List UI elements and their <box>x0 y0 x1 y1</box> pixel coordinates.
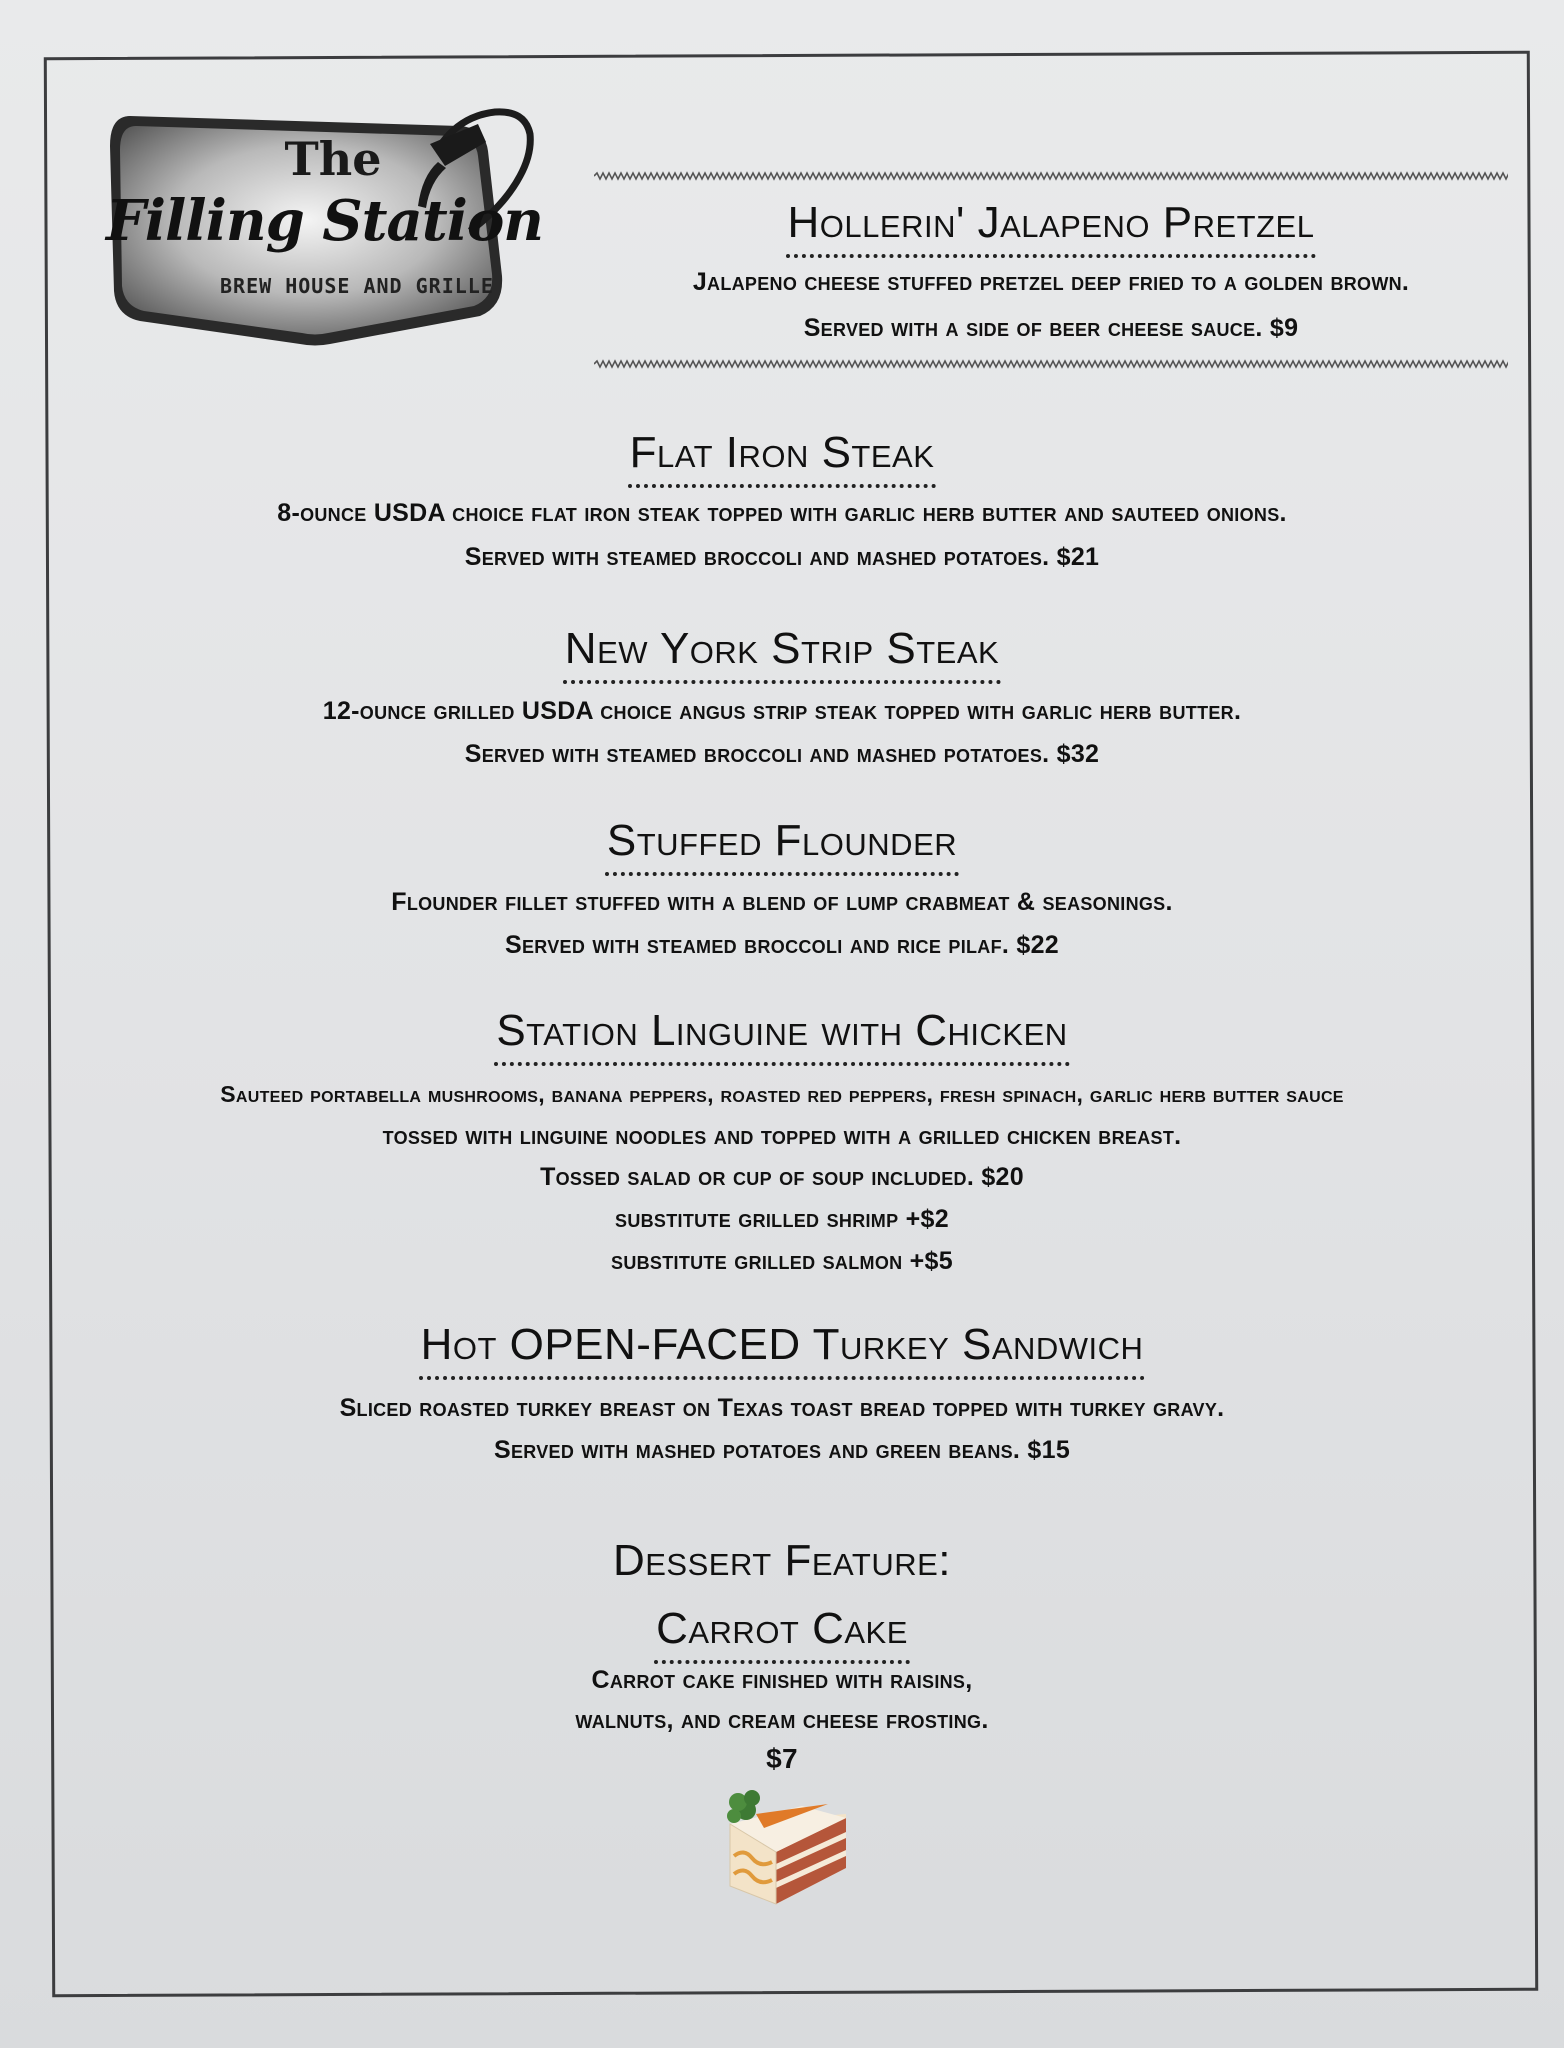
logo-tagline: BREW HOUSE AND GRILLE <box>220 274 494 298</box>
item-title-turkey-sandwich: Hot OPEN-FACED Turkey Sandwich <box>0 1320 1564 1380</box>
item-desc-line: Served with steamed broccoli and rice pilaf. $22 <box>504 931 1060 959</box>
zigzag-divider-top <box>594 168 1508 184</box>
item-desc-line: Sliced roasted turkey breast on Texas toast bread topped with turkey gravy. <box>339 1394 1225 1422</box>
item-desc-line: 8-ounce USDA choice flat iron steak topped with garlic herb butter and sauteed onions. <box>277 499 1287 527</box>
item-desc-line: Served with steamed broccoli and mashed potatoes. $32 <box>464 740 1100 768</box>
item-desc-line: substitute grilled shrimp +$2 <box>615 1205 949 1233</box>
item-desc-line: Served with steamed broccoli and mashed potatoes. $21 <box>464 543 1100 571</box>
carrot-cake-icon <box>716 1778 856 1914</box>
restaurant-logo <box>100 106 550 356</box>
zigzag-divider-bottom <box>594 356 1508 372</box>
item-desc-line: Flounder fillet stuffed with a blend of lump crabmeat & seasonings. <box>391 888 1173 916</box>
item-title-flat-iron-steak: Flat Iron Steak <box>0 428 1564 488</box>
item-title-stuffed-flounder: Stuffed Flounder <box>0 816 1564 876</box>
dessert-price: $7 <box>766 1743 798 1774</box>
dessert-desc-line: Carrot cake finished with raisins, <box>591 1666 973 1694</box>
logo-name: Filling Station <box>106 188 544 254</box>
dessert-title: Carrot Cake <box>0 1604 1564 1664</box>
item-desc-line: tossed with linguine noodles and topped with a grilled chicken breast. <box>382 1122 1182 1150</box>
item-title-ny-strip-steak: New York Strip Steak <box>0 624 1564 684</box>
item-desc-line: Jalapeno cheese stuffed pretzel deep fried to a golden brown. <box>692 268 1410 296</box>
logo-the: The <box>284 132 382 186</box>
item-title-station-linguine: Station Linguine with Chicken <box>0 1006 1564 1066</box>
item-title-pretzel: Hollerin' Jalapeno Pretzel <box>594 198 1508 258</box>
item-desc-line: Tossed salad or cup of soup included. $20 <box>540 1163 1024 1191</box>
dessert-desc-line: walnuts, and cream cheese frosting. <box>575 1706 989 1734</box>
item-desc-line: Sauteed portabella mushrooms, banana peppers, roasted red peppers, fresh spinach, garlic herb butter sauce <box>220 1081 1344 1107</box>
item-desc-line: Served with a side of beer cheese sauce. $9 <box>803 314 1299 342</box>
item-desc-line: substitute grilled salmon +$5 <box>611 1247 953 1275</box>
dessert-heading: Dessert Feature: <box>612 1536 951 1585</box>
item-desc-line: 12-ounce grilled USDA choice angus strip steak topped with garlic herb butter. <box>322 697 1242 725</box>
item-desc-line: Served with mashed potatoes and green beans. $15 <box>493 1436 1071 1464</box>
